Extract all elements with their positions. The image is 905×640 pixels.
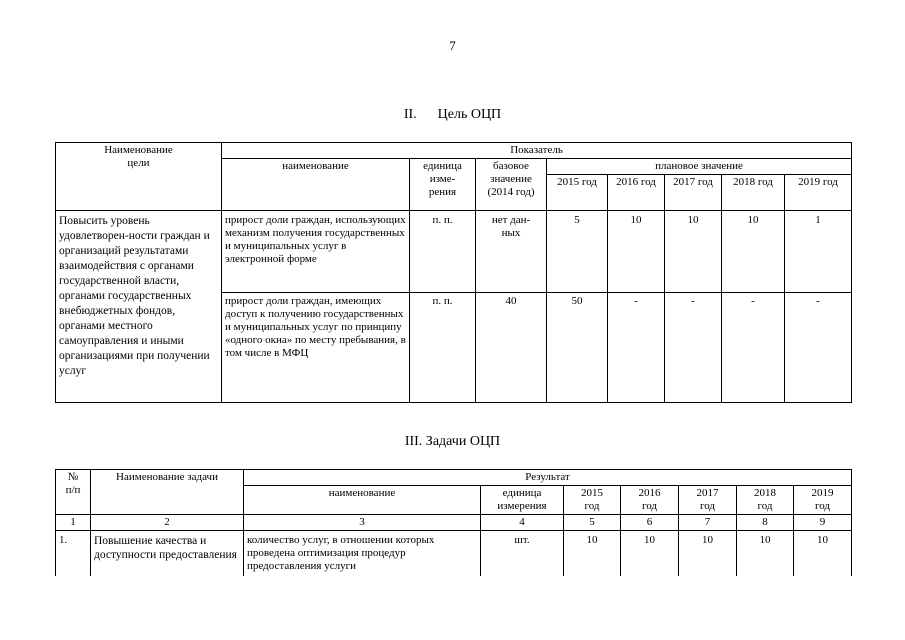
result-value: 10 bbox=[564, 531, 621, 576]
column-number: 6 bbox=[621, 515, 679, 531]
tasks-table bbox=[55, 469, 852, 576]
header-indicator: Показатель bbox=[222, 143, 852, 159]
indicator-unit: п. п. bbox=[410, 211, 476, 293]
header-result-unit: единица измерения bbox=[481, 486, 564, 515]
indicator-name: прирост доли граждан, использующих механизм получения государственных и муниципальных услуг в электронной форме bbox=[222, 211, 410, 293]
header-year: 2015 год bbox=[547, 175, 608, 211]
header-unit: единица изме- рения bbox=[410, 159, 476, 211]
section-title-tasks: III. Задачи ОЦП bbox=[404, 434, 501, 449]
header-year: 2017 год bbox=[679, 486, 737, 515]
header-year: 2018 год bbox=[737, 486, 794, 515]
header-year: 2016 год bbox=[621, 486, 679, 515]
header-goal-name: Наименование цели bbox=[56, 143, 222, 211]
header-year: 2019 год bbox=[794, 486, 852, 515]
indicator-unit: п. п. bbox=[410, 293, 476, 403]
tasks-row bbox=[56, 531, 852, 576]
indicator-value: - bbox=[665, 293, 722, 403]
result-unit: шт. bbox=[481, 531, 564, 576]
indicator-value: 50 bbox=[547, 293, 608, 403]
indicator-value: 1 bbox=[785, 211, 852, 293]
column-number: 8 bbox=[737, 515, 794, 531]
indicator-value: - bbox=[785, 293, 852, 403]
indicator-name: прирост доли граждан, имеющих доступ к получению государственных и муниципальных услуг по принципу «одного окна» по месту пребывания, в том числе в МФЦ bbox=[222, 293, 410, 403]
header-indicator-name: наименование bbox=[222, 159, 410, 211]
header-result: Результат bbox=[244, 470, 852, 486]
column-numbers-row bbox=[56, 515, 852, 531]
task-number: 1. bbox=[56, 531, 91, 576]
goals-row bbox=[56, 211, 852, 293]
column-number: 7 bbox=[679, 515, 737, 531]
column-number: 2 bbox=[91, 515, 244, 531]
tasks-header-row-1 bbox=[56, 470, 852, 486]
header-result-name: наименование bbox=[244, 486, 481, 515]
task-name: Повышение качества и доступности предоставления bbox=[91, 531, 244, 576]
column-number: 5 bbox=[564, 515, 621, 531]
header-task-name: Наименование задачи bbox=[91, 470, 244, 515]
indicator-value: 10 bbox=[608, 211, 665, 293]
header-year: 2017 год bbox=[665, 175, 722, 211]
indicator-base: нет дан- ных bbox=[476, 211, 547, 293]
header-planned-value: плановое значение bbox=[547, 159, 852, 175]
column-number: 3 bbox=[244, 515, 481, 531]
indicator-value: 5 bbox=[547, 211, 608, 293]
indicator-value: - bbox=[722, 293, 785, 403]
indicator-value: 10 bbox=[722, 211, 785, 293]
column-number: 9 bbox=[794, 515, 852, 531]
header-year: 2015 год bbox=[564, 486, 621, 515]
result-value: 10 bbox=[794, 531, 852, 576]
header-number: № п/п bbox=[56, 470, 91, 515]
page-number: 7 bbox=[449, 38, 456, 53]
column-number: 4 bbox=[481, 515, 564, 531]
section-title-goals: II. Цель ОЦП bbox=[403, 107, 502, 122]
column-number: 1 bbox=[56, 515, 91, 531]
goal-text: Повысить уровень удовлетворен-ности граждан и организаций результатами взаимодействия с органами государственной власти, органами государственных внебюджетных фондов, органами местного самоуправления и иными организациями при получении услуг bbox=[56, 211, 222, 403]
indicator-value: - bbox=[608, 293, 665, 403]
goals-header-row-1 bbox=[56, 143, 852, 159]
header-year: 2019 год bbox=[785, 175, 852, 211]
result-value: 10 bbox=[621, 531, 679, 576]
indicator-value: 10 bbox=[665, 211, 722, 293]
header-year: 2018 год bbox=[722, 175, 785, 211]
header-year: 2016 год bbox=[608, 175, 665, 211]
goals-table bbox=[55, 142, 852, 403]
indicator-base: 40 bbox=[476, 293, 547, 403]
result-value: 10 bbox=[737, 531, 794, 576]
result-name: количество услуг, в отношении которых проведена оптимизация процедур предоставления услуги bbox=[244, 531, 481, 576]
result-value: 10 bbox=[679, 531, 737, 576]
header-base-value: базовое значение (2014 год) bbox=[476, 159, 547, 211]
